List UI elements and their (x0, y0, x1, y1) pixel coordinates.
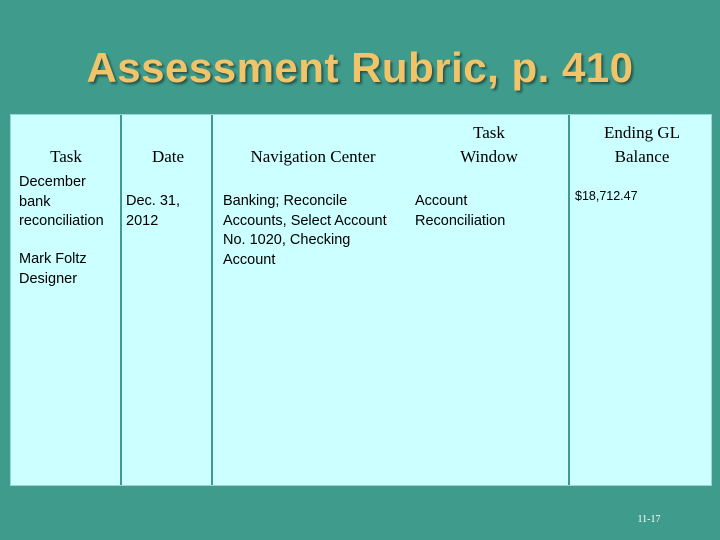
header-ending-gl-balance: Ending GL Balance (603, 123, 681, 166)
header-navigation-center: Navigation Center (250, 147, 376, 166)
slide-title: Assessment Rubric, p. 410 (86, 44, 634, 91)
date-cell: Dec. 31, 2012 (126, 193, 180, 229)
header-date: Date (151, 147, 185, 166)
header-task-window: Task Window (460, 123, 518, 166)
task-window-cell: Account Reconciliation (415, 193, 506, 229)
column-divider (120, 115, 122, 485)
designer-cell: Mark Foltz Designer (19, 251, 87, 287)
rubric-table (10, 114, 712, 486)
column-divider (568, 115, 570, 485)
slide-number: 11-17 (637, 514, 661, 525)
ending-gl-balance-cell: $18,712.47 (575, 189, 638, 203)
column-divider (211, 115, 213, 485)
header-task: Task (50, 147, 82, 166)
task-cell: December bank reconciliation (19, 174, 104, 229)
navigation-center-cell: Banking; Reconcile Accounts, Select Account No. 1020, Checking Account (223, 193, 387, 268)
